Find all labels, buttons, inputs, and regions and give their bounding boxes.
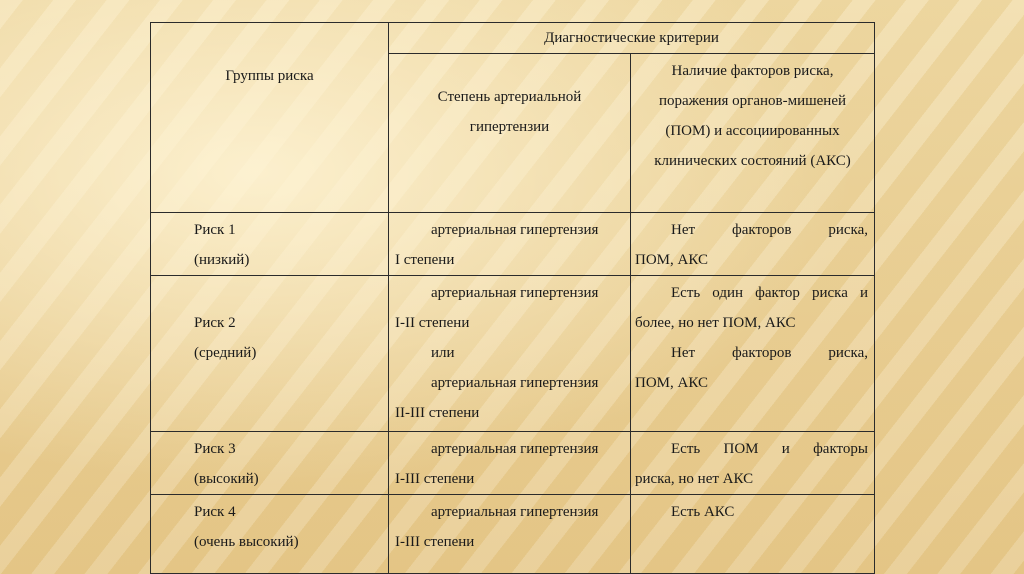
header-hypertension-degree [389,54,631,213]
criteria-line: артериальная гипертензия [431,285,599,301]
risk-group-name: Риск 3 [194,441,236,457]
hypertension-degree-cell [389,276,631,432]
factors-line: Есть один фактор риска и [671,285,868,301]
header-risk-groups-label: Группы риска [225,68,314,84]
factors-line: Есть ПОМ и факторы [671,441,868,457]
factors-line: риска, но нет АКС [635,471,754,487]
criteria-line: II-III степени [395,405,480,421]
criteria-line: артериальная гипертензия [431,441,599,457]
factors-line: Нет факторов риска, [671,222,868,238]
risk-factors-cell [631,276,875,432]
risk-factors-cell [631,213,875,276]
criteria-line: артериальная гипертензия [431,504,599,520]
header-diagnostic-criteria-label: Диагностические критерии [544,30,719,46]
table-row-risk-3 [151,432,875,495]
risk-factors-cell [631,432,875,495]
criteria-line: артериальная гипертензия [431,222,599,238]
header-risk-factors-line: клинических состояний (АКС) [654,153,851,169]
header-hypertension-degree-line: Степень артериальной [437,89,582,105]
risk-factors-cell [631,495,875,574]
header-risk-factors [631,54,875,213]
factors-line: ПОМ, АКС [635,375,708,391]
header-risk-factors-line: Наличие факторов риска, [671,63,834,79]
risk-group-cell [151,276,389,432]
hypertension-degree-cell [389,495,631,574]
hypertension-degree-cell [389,213,631,276]
risk-group-cell [151,495,389,574]
criteria-line: I степени [395,252,455,268]
header-diagnostic-criteria [389,23,875,54]
risk-group-level: (очень высокий) [194,534,299,550]
criteria-line: I-II степени [395,315,470,331]
header-risk-factors-line: поражения органов-мишеней [658,93,847,109]
criteria-line: или [431,345,455,361]
criteria-line: I-III степени [395,471,475,487]
factors-line: Нет факторов риска, [671,345,868,361]
risk-group-level: (низкий) [194,252,250,268]
factors-line: ПОМ, АКС [635,252,708,268]
header-risk-factors-line: (ПОМ) и ассоциированных [665,123,840,139]
risk-group-level: (средний) [194,345,257,361]
header-risk-groups [151,23,389,213]
risk-group-name: Риск 2 [194,315,236,331]
risk-groups-table [150,22,875,574]
risk-group-name: Риск 4 [194,504,236,520]
risk-group-level: (высокий) [194,471,259,487]
risk-group-cell [151,213,389,276]
table-row-risk-4 [151,495,875,574]
criteria-line: артериальная гипертензия [431,375,599,391]
factors-line: более, но нет ПОМ, АКС [635,315,796,331]
criteria-line: I-III степени [395,534,475,550]
header-hypertension-degree-line: гипертензии [469,119,550,135]
hypertension-degree-cell [389,432,631,495]
table-row-risk-1 [151,213,875,276]
factors-line: Есть АКС [671,504,735,520]
risk-group-cell [151,432,389,495]
risk-group-name: Риск 1 [194,222,236,238]
table-row-risk-2 [151,276,875,432]
